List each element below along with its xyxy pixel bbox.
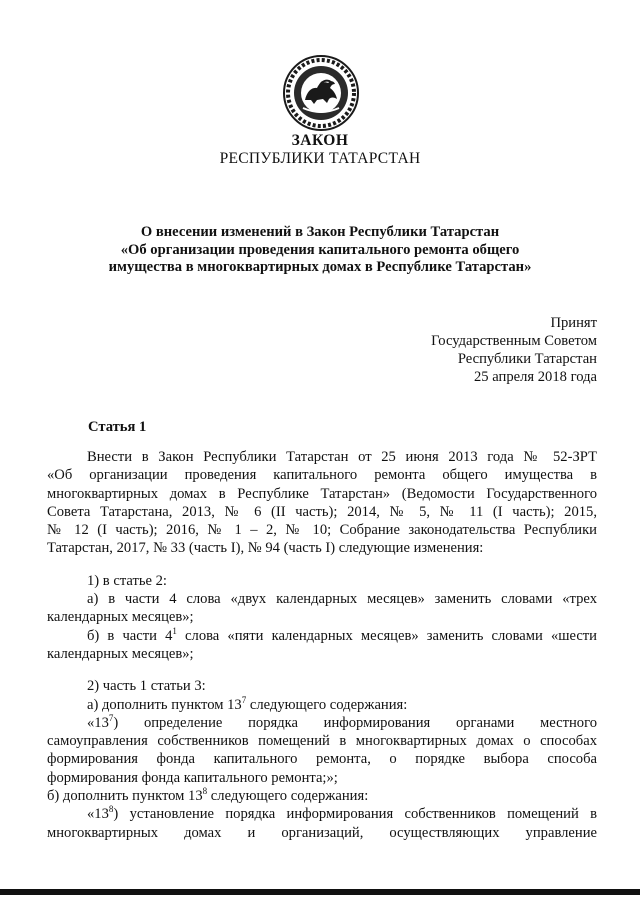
page-bottom-margin [0,895,640,905]
amendment-line: «$13^7$) определение порядка информирования органами местного [87,712,597,731]
intro-line: «Об организации проведения капитального ремонта общего имущества в [47,467,597,484]
document-issuer: РЕСПУБЛИКИ ТАТАРСТАН [219,150,421,167]
amendment-line: б) в части $4^1$ слова «пяти календарных месяцев» заменить словами «шести [87,625,597,644]
adoption-note [431,314,597,386]
coat-of-arms-emblem [281,53,361,133]
amendment-line: самоуправления собственников помещений в многоквартирных домах о способах [47,733,597,750]
amendment-line: календарных месяцев»; [47,645,194,662]
article-heading: Статья 1 [88,419,147,435]
intro-line: Внести в Закон Республики Татарстан от 25 июня 2013 года № 52-ЗРТ [87,449,597,465]
amendment-line: а) дополнить пунктом $13^7$ следующего содержания: [87,694,408,713]
amendment-item-heading: 2) часть 1 статьи 3: [87,678,206,695]
intro-line: Татарстан, 2017, № 33 (часть I), № 94 (часть I) следующие изменения: [47,540,484,557]
intro-line: № 12 (I часть); 2016, № 1 – 2, № 10; Собрание законодательства Республики [47,522,597,539]
subject-line: «Об организации проведения капитального ремонта общего [120,241,520,258]
amendment-line: многоквартирных домах и организаций, осуществляющих управление [47,824,597,841]
intro-line: Совета Татарстана, 2013, № 6 (II часть); 2014, № 5, № 11 (I часть); 2015, [47,503,597,520]
adoption-date: 25 апреля 2018 года [474,369,597,385]
adoption-line: Принят [550,315,597,331]
amendment-line: формирования фонда капитального ремонта;»; [47,769,338,786]
intro-line: многоквартирных домах в Республике Татарстан» (Ведомости Государственного [47,485,597,502]
subject-line: О внесении изменений в Закон Республики Татарстан [140,224,500,240]
article-body [47,448,597,842]
amendment-line: календарных месяцев»; [47,609,194,626]
amendment-item-heading: 1) в статье 2: [87,572,167,589]
document-title: ЗАКОН [291,132,349,149]
amendment-line: б) дополнить пунктом $13^8$ следующего содержания: [47,786,369,805]
law-subject-heading [60,224,580,277]
amendment-line: а) в части 4 слова «двух календарных месяцев» заменить словами «трех [87,591,597,608]
adoption-line: Государственным Советом [431,333,597,349]
adoption-line: Республики Татарстан [457,351,597,367]
subject-line: имущества в многоквартирных домах в Республике Татарстан» [108,259,532,275]
amendment-line: формирования фонда капитального ремонта, о порядке выбора способа [47,751,597,768]
amendment-line: «$13^8$) установление порядка информирования собственников помещений в [87,804,597,823]
